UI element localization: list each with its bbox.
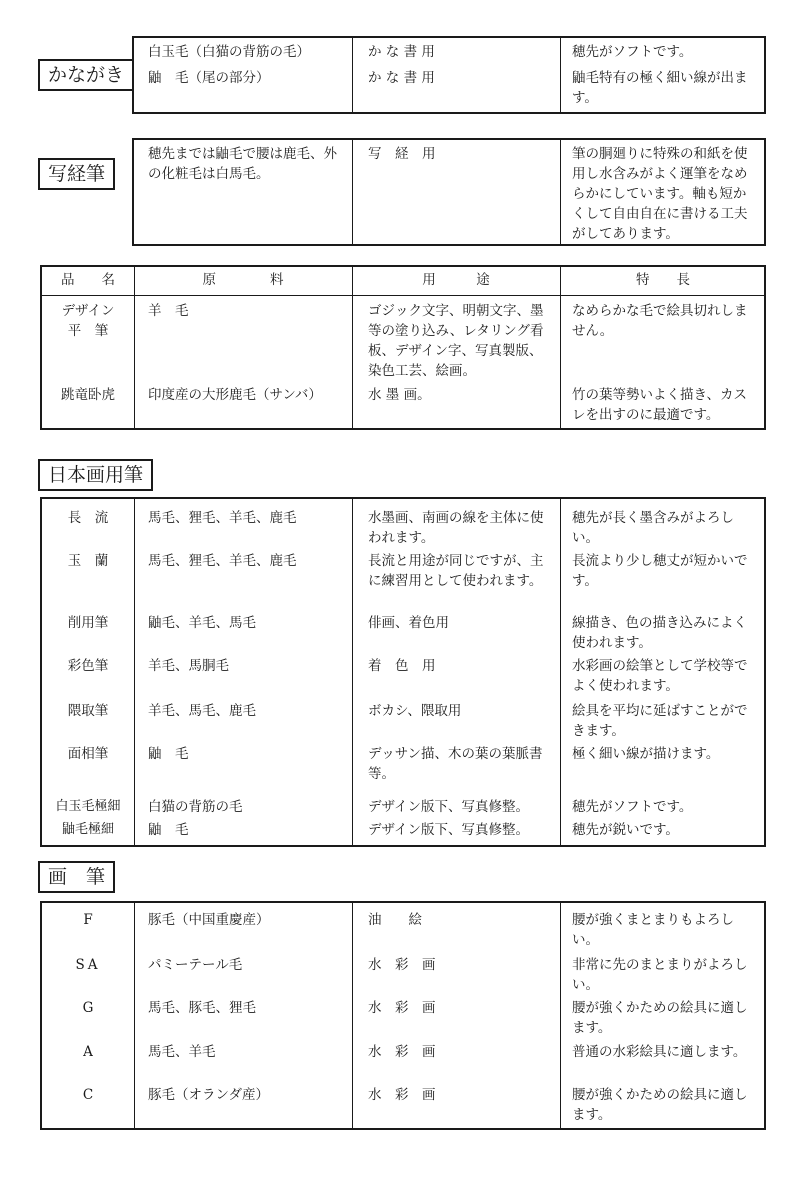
nihonga-row-2-use: 長流と用途が同じですが、主に練習用として使われます。	[368, 553, 544, 589]
nihonga-row-8-name: 鼬毛極細	[61, 822, 114, 837]
nihonga-row-8-use: デザイン版下、写真修整。	[368, 822, 530, 838]
nihonga-row-1-name: 長 流	[67, 510, 109, 526]
gahitsu-row-5-material: 豚毛（オランダ産）	[148, 1087, 269, 1103]
nihonga-row-3-feature: 線描き、色の描き込みによく使われます。	[572, 615, 747, 651]
nihonga-row-4-name: 彩色筆	[67, 658, 109, 674]
nihonga-row-5-material: 羊毛、馬毛、鹿毛	[148, 703, 256, 719]
gahitsu-row-1-name: F	[83, 912, 93, 928]
gahitsu-row-1-use: 油 絵	[368, 912, 422, 928]
nihonga-row-2-material: 馬毛、狸毛、羊毛、鹿毛	[148, 553, 297, 569]
nihonga-row-3-material: 鼬毛、羊毛、馬毛	[148, 615, 256, 631]
gahitsu-row-3-use: 水 彩 画	[368, 1000, 436, 1016]
nihonga-row-2-feature: 長流より少し穂丈が短かいです。	[572, 553, 748, 589]
gahitsu-row-4-feature: 普通の水彩絵具に適します。	[572, 1044, 747, 1060]
gahitsu-row-5-use: 水 彩 画	[368, 1087, 436, 1103]
kanagaki-title: かながき	[38, 59, 134, 91]
nihonga-row-3-name: 削用筆	[67, 615, 109, 631]
kanagaki-row-1-material: 白玉毛（白猫の背筋の毛）	[148, 44, 310, 60]
general-row-2-use: 水 墨 画。	[368, 387, 431, 403]
general-header-feature: 特 長	[636, 272, 690, 288]
general-row-1-use: ゴジック文字、明朝文字、墨等の塗り込み、レタリング看板、デザイン字、写真製版、染色工芸、絵画。	[368, 303, 544, 379]
general-row-2-feature: 竹の葉等勢いよく描き、カスレを出すのに最適です。	[572, 387, 747, 423]
gahitsu-row-3-material: 馬毛、豚毛、狸毛	[148, 1000, 256, 1016]
nihonga-row-1-use: 水墨画、南画の線を主体に使われます。	[368, 510, 544, 546]
shakyo-title: 写経筆	[38, 158, 115, 190]
shakyo-material: 穂先までは鼬毛で腰は鹿毛、外の化粧毛は白馬毛。	[148, 146, 337, 182]
nihonga-row-2-name: 玉 蘭	[67, 553, 109, 569]
nihonga-row-5-feature: 絵具を平均に延ばすことができます。	[572, 703, 748, 739]
nihonga-row-4-feature: 水彩画の絵筆として学校等でよく使われます。	[572, 658, 748, 694]
gahitsu-row-3-feature: 腰が強くかための絵具に適します。	[572, 1000, 748, 1036]
general-row-2-material: 印度産の大形鹿毛（サンバ）	[148, 387, 322, 403]
general-header-use: 用 途	[422, 272, 490, 288]
kanagaki-row-2-material: 鼬 毛（尾の部分）	[148, 70, 270, 86]
nihonga-row-1-material: 馬毛、狸毛、羊毛、鹿毛	[148, 510, 297, 526]
nihonga-row-8-material: 鼬 毛	[148, 822, 189, 838]
general-row-1-name: デザイン 平 筆	[61, 303, 115, 339]
gahitsu-row-2-name: SA	[75, 957, 101, 973]
nihonga-row-7-use: デザイン版下、写真修整。	[368, 799, 530, 815]
nihonga-row-5-use: ボカシ、隈取用	[368, 703, 462, 719]
general-header-material: 原 料	[202, 272, 284, 288]
nihonga-row-4-material: 羊毛、馬胴毛	[148, 658, 229, 674]
gahitsu-row-5-feature: 腰が強くかための絵具に適します。	[572, 1087, 748, 1123]
gahitsu-row-1-material: 豚毛（中国重慶産）	[148, 912, 270, 928]
gahitsu-row-2-material: パミーテール毛	[148, 957, 243, 973]
kanagaki-row-2-feature: 鼬毛特有の極く細い線が出ます。	[572, 70, 748, 106]
nihonga-row-6-feature: 極く細い線が描けます。	[572, 746, 720, 762]
general-header-name: 品 名	[61, 272, 115, 288]
gahitsu-row-3-name: G	[82, 1000, 94, 1016]
nihonga-row-5-name: 隈取筆	[67, 703, 109, 719]
gahitsu-row-4-material: 馬毛、羊毛	[148, 1044, 216, 1060]
nihonga-row-7-name: 白玉毛極細	[55, 799, 121, 814]
gahitsu-row-4-name: A	[83, 1044, 93, 1060]
nihonga-row-6-material: 鼬 毛	[148, 746, 189, 762]
kanagaki-row-1-feature: 穂先がソフトです。	[572, 44, 693, 60]
nihonga-row-7-feature: 穂先がソフトです。	[572, 799, 693, 815]
nihonga-row-3-use: 俳画、着色用	[368, 615, 449, 631]
nihonga-title: 日本画用筆	[38, 459, 153, 491]
nihonga-row-8-feature: 穂先が鋭いです。	[572, 822, 679, 838]
gahitsu-title: 画 筆	[38, 861, 115, 893]
general-row-2-name: 跳竜卧虎	[61, 387, 115, 403]
general-row-1-feature: なめらかな毛で絵具切れしません。	[572, 303, 748, 339]
gahitsu-row-2-feature: 非常に先のまとまりがよろしい。	[572, 957, 748, 993]
shakyo-feature: 筆の胴廻りに特殊の和紙を使用し水含みがよく運筆をなめらかにしています。軸も短かくして自由自在に書ける工夫がしてあります。	[572, 146, 748, 242]
nihonga-row-6-name: 面相筆	[67, 746, 109, 762]
gahitsu-row-5-name: C	[82, 1087, 94, 1103]
gahitsu-row-2-use: 水 彩 画	[368, 957, 436, 973]
gahitsu-row-1-feature: 腰が強くまとまりもよろしい。	[572, 912, 734, 948]
kanagaki-row-2-use: か な 書 用	[368, 70, 435, 86]
nihonga-row-4-use: 着 色 用	[368, 658, 436, 674]
nihonga-row-7-material: 白猫の背筋の毛	[148, 799, 243, 815]
general-row-1-material: 羊 毛	[148, 303, 189, 319]
nihonga-row-6-use: デッサン描、木の葉の葉脈書等。	[368, 746, 543, 782]
shakyo-use: 写 経 用	[368, 146, 436, 162]
nihonga-row-1-feature: 穂先が長く墨含みがよろしい。	[572, 510, 734, 546]
gahitsu-row-4-use: 水 彩 画	[368, 1044, 436, 1060]
kanagaki-row-1-use: か な 書 用	[368, 44, 435, 60]
